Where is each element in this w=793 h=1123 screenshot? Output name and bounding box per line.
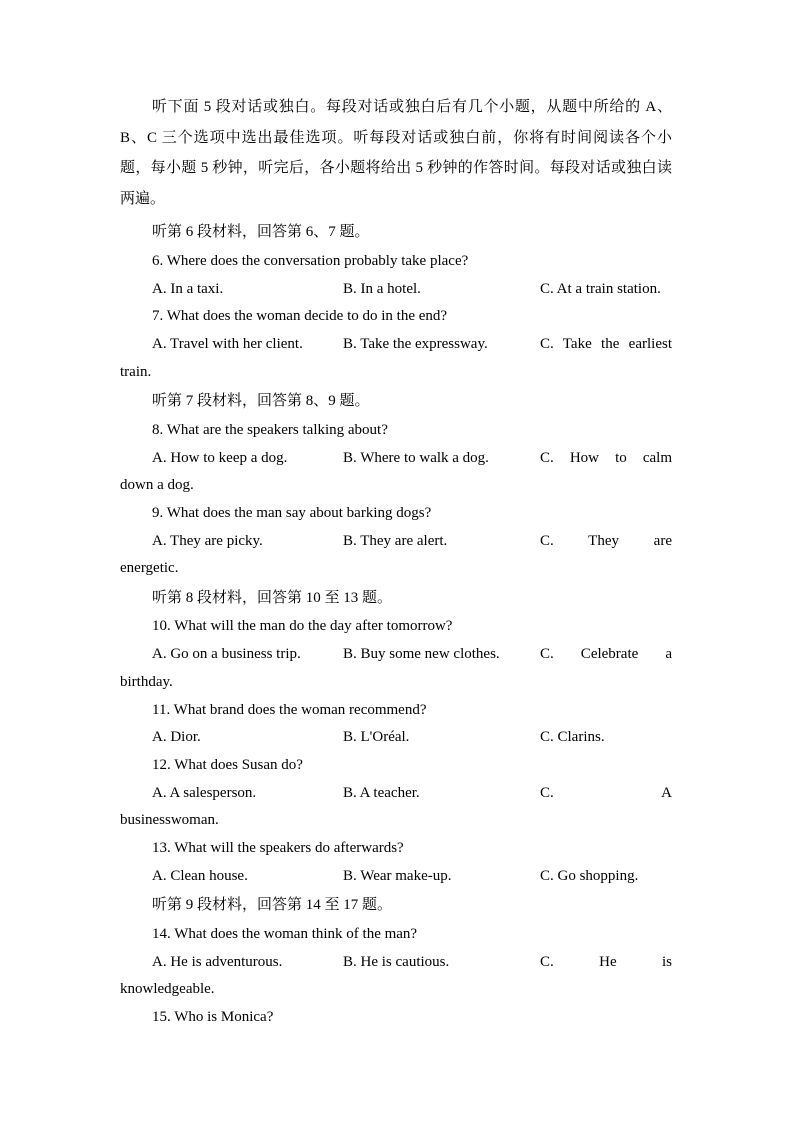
option-a: A. How to keep a dog. [152,449,288,466]
option-c-continuation: birthday. [120,673,173,690]
question-15 [120,1004,672,1032]
option-c: C. Go shopping. [540,867,639,884]
option-a: A. Travel with her client. [152,335,303,352]
section-material-7 [120,386,672,583]
question-stem: 14. What does the woman think of the man? [152,925,418,942]
options-row [120,949,672,977]
question-stem: 9. What does the man say about barking dogs? [152,504,432,521]
option-a: A. In a taxi. [152,280,224,297]
question-stem: 6. Where does the conversation probably take place? [152,252,469,269]
section-heading: 听第 7 段材料，回答第 8、9 题。 [152,393,370,410]
option-c: C. How to calm [540,449,672,466]
option-a: A. A salesperson. [152,784,257,801]
option-c: C. At a train station. [540,280,661,297]
options-row [120,331,672,359]
option-b: B. Take the expressway. [343,335,488,352]
option-a: A. Clean house. [152,867,248,884]
question-11 [120,697,672,752]
question-10 [120,613,672,696]
question-stem: 10. What will the man do the day after tomorrow? [152,618,453,635]
option-b: B. In a hotel. [343,280,421,297]
option-c-continuation: energetic. [120,560,179,577]
option-b: B. He is cautious. [343,953,450,970]
question-9 [120,500,672,583]
option-c-continuation: train. [120,363,152,380]
question-7 [120,303,672,386]
question-stem: 7. What does the woman decide to do in the end? [152,308,448,325]
question-stem: 15. Who is Monica? [152,1008,274,1025]
option-a: A. He is adventurous. [152,953,283,970]
option-b: B. Wear make-up. [343,867,452,884]
options-row [120,863,672,891]
question-8 [120,417,672,500]
instructions-line: 题，每小题 5 秒钟，听完后，各小题将给出 5 秒钟的作答时间。每段对话或独白读 [120,160,672,177]
instructions-line: 听下面 5 段对话或独白。每段对话或独白后有几个小题，从题中所给的 A、 [152,99,672,115]
question-stem: 11. What brand does the woman recommend? [152,701,427,718]
question-6 [120,248,672,303]
options-row [120,724,672,752]
option-c: C. Celebrate a [540,646,672,663]
question-stem: 13. What will the speakers do afterwards? [152,839,404,856]
option-c-continuation: down a dog. [120,477,194,494]
listening-section [120,92,672,1032]
section-heading: 听第 9 段材料，回答第 14 至 17 题。 [152,897,393,914]
option-b: B. A teacher. [343,784,420,801]
option-c: C. Take the earliest [540,335,672,352]
option-c: C. He is [540,953,672,970]
option-c: C. A [540,784,672,801]
instructions-paragraph [120,92,672,214]
option-c-continuation: businesswoman. [120,812,219,829]
options-row [120,445,672,473]
option-b: B. Where to walk a dog. [343,449,489,466]
section-material-6 [120,217,672,386]
option-c: C. Clarins. [540,729,605,746]
question-13 [120,835,672,890]
options-row [120,528,672,556]
options-row [120,780,672,808]
option-a: A. Go on a business trip. [152,646,301,663]
option-c-continuation: knowledgeable. [120,981,215,998]
question-stem: 8. What are the speakers talking about? [152,421,388,438]
instructions-line: 两遍。 [120,190,166,207]
section-heading: 听第 8 段材料，回答第 10 至 13 题。 [152,589,393,606]
instructions-line: B、C 三个选项中选出最佳选项。听每段对话或独白前，你将有时间阅读各个小 [120,129,672,146]
options-row [120,641,672,669]
option-a: A. They are picky. [152,532,263,549]
section-material-9 [120,890,672,1031]
section-material-8 [120,583,672,890]
section-heading: 听第 6 段材料，回答第 6、7 题。 [152,224,370,241]
options-row [120,276,672,304]
question-14 [120,921,672,1004]
question-stem: 12. What does Susan do? [152,756,303,773]
option-b: B. They are alert. [343,532,448,549]
option-b: B. L'Oréal. [343,729,410,746]
option-c: C. They are [540,532,672,549]
option-b: B. Buy some new clothes. [343,646,500,663]
question-12 [120,752,672,835]
option-a: A. Dior. [152,729,201,746]
